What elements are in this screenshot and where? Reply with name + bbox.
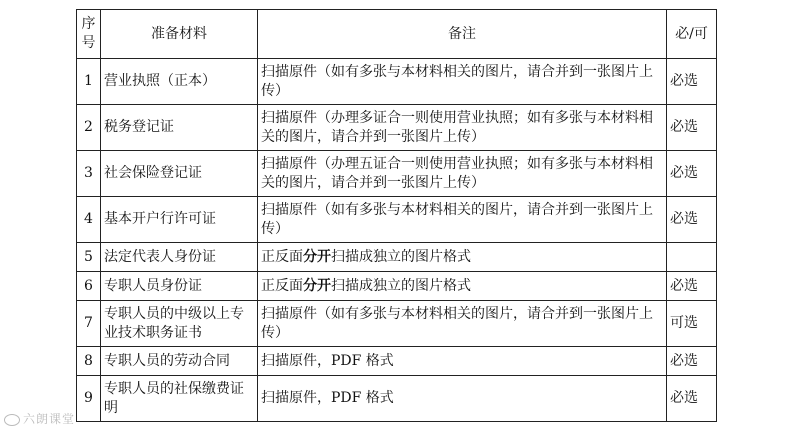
row-note: 扫描原件，PDF 格式 <box>258 376 667 422</box>
row-material: 社会保险登记证 <box>101 151 258 197</box>
row-required: 必选 <box>667 105 717 151</box>
table-row <box>77 151 717 197</box>
header-material: 准备材料 <box>101 10 258 59</box>
table-header-row <box>77 10 717 59</box>
header-required: 必/可 <box>667 10 717 59</box>
row-note: 扫描原件（办理多证合一则使用营业执照；如有多张与本材料相关的图片，请合并到一张图片上传） <box>258 105 667 151</box>
watermark-text: 六朗课堂 <box>23 412 76 426</box>
header-note: 备注 <box>258 10 667 59</box>
table-row <box>77 105 717 151</box>
table-row <box>77 272 717 301</box>
row-required <box>667 243 717 272</box>
table-body <box>77 59 717 422</box>
row-required: 必选 <box>667 376 717 422</box>
row-material: 专职人员的中级以上专业技术职务证书 <box>101 301 258 347</box>
table-row <box>77 197 717 243</box>
row-material: 税务登记证 <box>101 105 258 151</box>
row-index: 3 <box>77 151 101 197</box>
row-material: 基本开户行许可证 <box>101 197 258 243</box>
row-note: 扫描原件，PDF 格式 <box>258 347 667 376</box>
row-required: 必选 <box>667 151 717 197</box>
row-material: 专职人员的社保缴费证明 <box>101 376 258 422</box>
row-index: 9 <box>77 376 101 422</box>
row-index: 7 <box>77 301 101 347</box>
row-note: 扫描原件（如有多张与本材料相关的图片，请合并到一张图片上传） <box>258 197 667 243</box>
table-row <box>77 243 717 272</box>
header-index: 序号 <box>77 10 101 59</box>
row-index: 5 <box>77 243 101 272</box>
row-note: 正反面分开扫描成独立的图片格式 <box>258 243 667 272</box>
row-note: 正反面分开扫描成独立的图片格式 <box>258 272 667 301</box>
row-required: 可选 <box>667 301 717 347</box>
row-note: 扫描原件（如有多张与本材料相关的图片，请合并到一张图片上传） <box>258 59 667 105</box>
row-index: 8 <box>77 347 101 376</box>
row-note: 扫描原件（办理五证合一则使用营业执照；如有多张与本材料相关的图片，请合并到一张图片上传） <box>258 151 667 197</box>
table-row <box>77 376 717 422</box>
row-material: 营业执照（正本） <box>101 59 258 105</box>
table-row <box>77 59 717 105</box>
watermark <box>4 410 75 427</box>
row-material: 专职人员身份证 <box>101 272 258 301</box>
row-required: 必选 <box>667 197 717 243</box>
row-index: 1 <box>77 59 101 105</box>
table-row <box>77 301 717 347</box>
row-index: 6 <box>77 272 101 301</box>
materials-table <box>76 9 717 422</box>
table-row <box>77 347 717 376</box>
row-required: 必选 <box>667 272 717 301</box>
row-material: 专职人员的劳动合同 <box>101 347 258 376</box>
watermark-logo-icon <box>4 414 20 426</box>
row-index: 2 <box>77 105 101 151</box>
row-material: 法定代表人身份证 <box>101 243 258 272</box>
row-index: 4 <box>77 197 101 243</box>
row-note: 扫描原件（如有多张与本材料相关的图片，请合并到一张图片上传） <box>258 301 667 347</box>
row-required: 必选 <box>667 59 717 105</box>
row-required: 必选 <box>667 347 717 376</box>
